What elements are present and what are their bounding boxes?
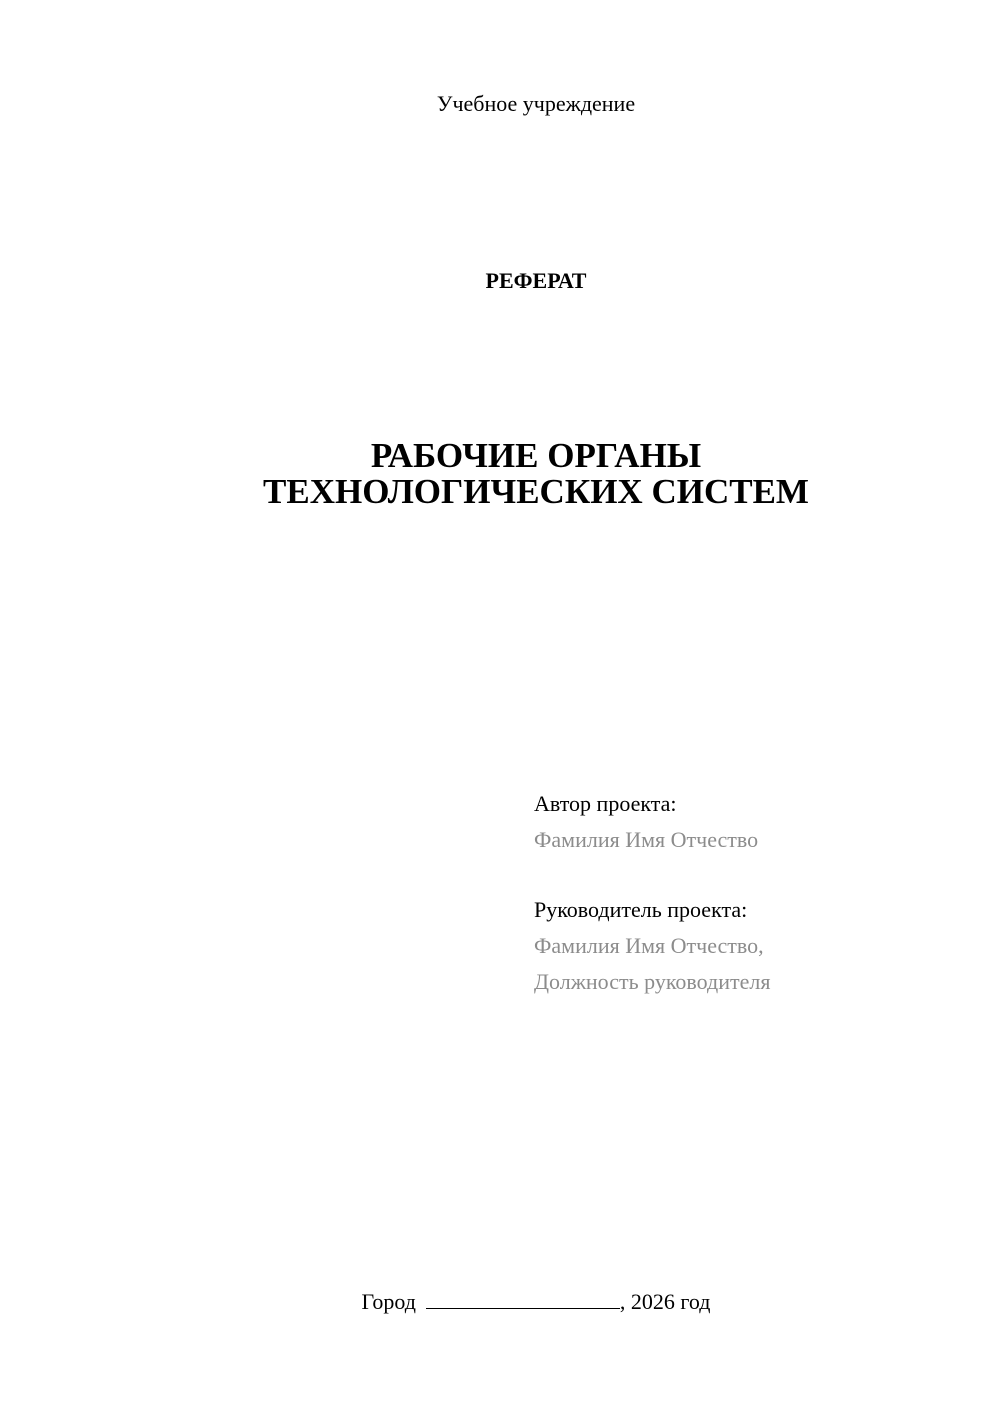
institution-name: Учебное учреждение: [436, 91, 636, 116]
author-label: Автор проекта:: [534, 791, 677, 816]
author-name: Фамилия Имя Отчество: [534, 827, 759, 852]
supervisor-label: Руководитель проекта:: [534, 897, 748, 922]
supervisor-block: [534, 892, 770, 1000]
title-line-1: РАБОЧИЕ ОРГАНЫ: [370, 436, 702, 475]
author-block: [534, 786, 758, 858]
year-text: , 2026 год: [619, 1289, 711, 1314]
supervisor-position: Должность руководителя: [534, 969, 771, 994]
footer-city-year: [0, 1289, 1000, 1315]
supervisor-name: Фамилия Имя Отчество,: [534, 933, 764, 958]
city-label: Город: [361, 1289, 416, 1314]
title-line-2: ТЕХНОЛОГИЧЕСКИХ СИСТЕМ: [263, 472, 809, 511]
city-blank-line: [426, 1290, 620, 1309]
document-type: РЕФЕРАТ: [485, 268, 587, 293]
document-title: [0, 438, 1000, 510]
